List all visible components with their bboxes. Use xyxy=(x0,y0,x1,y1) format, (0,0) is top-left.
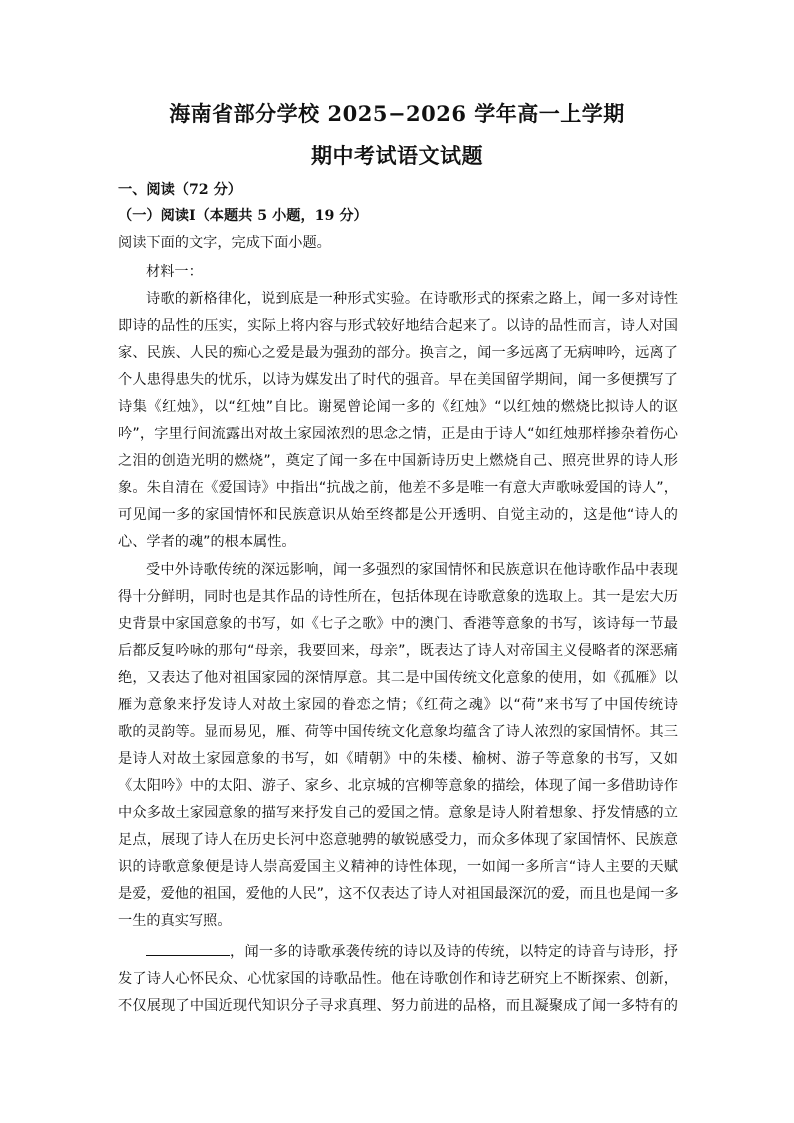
paragraph-1-line: 诗集《红烛》，以“红烛”自比。谢冕曾论闻一多的《红烛》“以红烛的燃烧比拟诗人的讴 xyxy=(118,399,678,415)
paragraph-1-line: 诗歌的新格律化，说到底是一种形式实验。在诗歌形式的探索之路上，闻一多对诗性 xyxy=(146,291,678,307)
paragraph-2-line: 歌的灵韵等。显而易见，雁、荷等中国传统文化意象均蕴含了诗人浓烈的家国情怀。其三 xyxy=(118,724,678,740)
paragraph-1-line: 可见闻一多的家国情怀和民族意识从始至终都是公开透明、自觉主动的，这是他“诗人的 xyxy=(118,507,678,523)
paragraph-2-line: 史背景中家国意象的书写，如《七子之歌》中的澳门、香港等意象的书写，该诗每一节最 xyxy=(118,616,678,632)
paragraph-1-line: 心、学者的魂”的根本属性。 xyxy=(118,534,296,550)
paragraph-3-line: ，闻一多的诗歌承袭传统的诗以及诗的传统，以特定的诗音与诗形，抒 xyxy=(230,944,678,960)
material-label: 材料一： xyxy=(146,264,203,280)
paragraph-1-line: 即诗的品性的压实，实际上将内容与形式较好地结合起来了。以诗的品性而言，诗人对国 xyxy=(118,318,678,334)
paragraph-2-line: 《太阳吟》中的太阳、游子、家乡、北京城的宫柳等意象的描绘，体现了闻一多借助诗作 xyxy=(118,778,678,794)
paragraph-2-line: 是爱，爱他的祖国，爱他的人民”，这不仅表达了诗人对祖国最深沉的爱，而且也是闻一多 xyxy=(118,886,679,902)
exam-title-line1: 海南省部分学校 2025−2026 学年高一上学期 xyxy=(169,101,625,126)
paragraph-1-line: 家、民族、人民的痴心之爱是最为强劲的部分。换言之，闻一多远离了无病呻吟，远离了 xyxy=(118,345,678,361)
paragraph-1-line: 个人患得患失的忧乐，以诗为媒发出了时代的强音。早在美国留学期间，闻一多便撰写了 xyxy=(118,372,678,388)
paragraph-1-line: 吟”，字里行间流露出对故土家园浓烈的思念之情，正是由于诗人“如红烛那样掺杂着伤心 xyxy=(118,426,678,442)
section-heading: 一、阅读（72 分） xyxy=(118,182,242,198)
paragraph-1-line: 之泪的创造光明的燃烧”，奠定了闻一多在中国新诗历史上燃烧自己、照亮世界的诗人形 xyxy=(118,453,678,469)
subsection-heading: （一）阅读Ⅰ（本题共 5 小题，19 分） xyxy=(118,208,368,224)
paragraph-2-line: 得十分鲜明，同时也是其作品的诗性所在，包括体现在诗歌意象的选取上。其一是宏大历 xyxy=(118,589,678,605)
paragraph-2-line: 识的诗歌意象便是诗人崇高爱国主义精神的诗性体现，一如闻一多所言“诗人主要的天赋 xyxy=(118,859,678,875)
exam-title-line2: 期中考试语文试题 xyxy=(311,143,483,168)
paragraph-2-line: 中众多故土家园意象的描写来抒发自己的爱国之情。意象是诗人附着想象、抒发情感的立 xyxy=(118,805,678,821)
paragraph-2-line: 足点，展现了诗人在历史长河中恣意驰骋的敏锐感受力，而众多体现了家国情怀、民族意 xyxy=(118,832,678,848)
paragraph-3-line: 发了诗人心怀民众、心忧家国的诗歌品性。他在诗歌创作和诗艺研究上不断探索、创新， xyxy=(118,971,678,987)
paragraph-3-line: 不仅展现了中国近现代知识分子寻求真理、努力前进的品格，而且凝聚成了闻一多特有的 xyxy=(118,998,678,1014)
paragraph-1-line: 象。朱自清在《爱国诗》中指出“抗战之前，他差不多是唯一有意大声歌咏爱国的诗人”， xyxy=(118,480,678,496)
paragraph-2-line: 一生的真实写照。 xyxy=(118,913,232,929)
paragraph-2-line: 后都反复吟咏的那句“母亲，我要回来，母亲”，既表达了诗人对帝国主义侵略者的深恶痛 xyxy=(118,643,678,659)
instruction-text: 阅读下面的文字，完成下面小题。 xyxy=(118,235,331,251)
fill-in-blank xyxy=(146,942,230,956)
paragraph-2-line: 雁为意象来抒发诗人对故土家园的眷恋之情；《红荷之魂》以“荷”来书写了中国传统诗 xyxy=(118,697,678,713)
paragraph-2-line: 绝，又表达了他对祖国家园的深情厚意。其二是中国传统文化意象的使用，如《孤雁》以 xyxy=(118,670,678,686)
paragraph-2-line: 是诗人对故土家园意象的书写，如《晴朝》中的朱楼、榆树、游子等意象的书写，又如 xyxy=(118,751,678,767)
paragraph-2-line: 受中外诗歌传统的深远影响，闻一多强烈的家国情怀和民族意识在他诗歌作品中表现 xyxy=(146,562,678,578)
paragraph-3-first-line xyxy=(146,942,678,962)
